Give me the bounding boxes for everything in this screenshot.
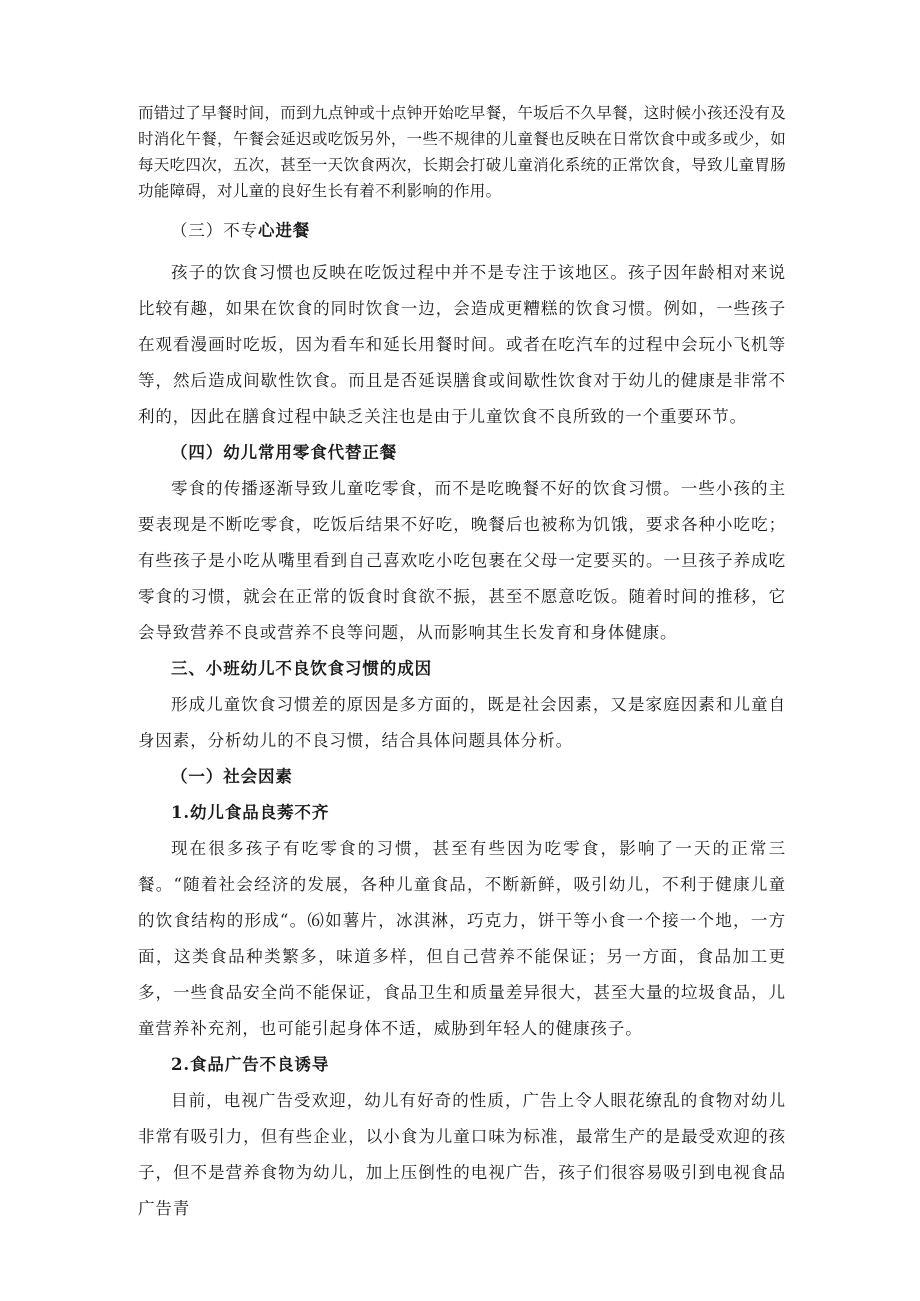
heading-food-quality: 1.幼儿食品良莠不齐 bbox=[171, 803, 330, 822]
paragraph-section-three-intro: 形成儿童饮食习惯差的原因是多方面的，既是社会因素，又是家庭因素和儿童自身因素，分析幼儿的不良习惯，结合具体问题具体分析。 bbox=[138, 695, 786, 750]
paragraph-irregular-meals-continued: 而错过了早餐时间，而到九点钟或十点钟开始吃早餐，午坂后不久早餐，这时候小孩还没有及时消化午餐，午餐会延迟或吃饭另外，一些不规律的儿童餐也反映在日常饮食中或多或少，如每天吃四次，五次，甚至一天饮食两次，长期会打破儿童消化系统的正常饮食，导致儿童胃肠功能障碍，对儿童的良好生长有着不利影响的作用。 bbox=[138, 104, 786, 200]
heading-section-three-causes: 三、小班幼儿不良饮食习惯的成因 bbox=[171, 659, 432, 678]
heading-inattentive-eating-suffix: 心进餐 bbox=[258, 221, 311, 240]
heading-social-factors: （一）社会因素 bbox=[171, 767, 293, 786]
heading-inattentive-eating bbox=[138, 213, 786, 249]
heading-inattentive-eating-prefix: （三）不专 bbox=[171, 221, 258, 240]
paragraph-food-quality: 现在很多孩子有吃零食的习惯，甚至有些因为吃零食，影响了一天的正常三餐。“随着社会经济的发展，各种儿童食品，不断新鲜，吸引幼儿，不利于健康儿童的饮食结构的形成“。⑹如薯片，冰淇淋，巧克力，饼干等小食一个接一个地，一方面，这类食品种类繁多，味道多样，但自己营养不能保证；另一方面，食品加工更多，一些食品安全尚不能保证，食品卫生和质量差异很大，甚至大量的垃圾食品，儿童营养补充剂，也可能引起身体不适，威胁到年轻人的健康孩子。 bbox=[138, 839, 786, 1038]
heading-food-ads: 2.食品广告不良诱导 bbox=[171, 1055, 330, 1074]
paragraph-food-ads: 目前，电视广告受欢迎，幼儿有好奇的性质，广告上令人眼花缭乱的食物对幼儿非常有吸引力，但有些企业，以小食为儿童口味为标准，最常生产的是最受欢迎的孩子，但不是营养食物为幼儿，加上压倒性的电视广告，孩子们很容易吸引到电视食品广告青 bbox=[138, 1091, 786, 1218]
paragraph-snacks-replace-meals: 零食的传播逐渐导致儿童吃零食，而不是吃晚餐不好的饮食习惯。一些小孩的主要表现是不断吃零食，吃饭后结果不好吃，晚餐后也被称为饥饿，要求各种小吃吃；有些孩子是小吃从嘴里看到自己喜欢吃小吃包裹在父母一定要买的。一旦孩子养成吃零食的习惯，就会在正常的饭食时食欲不振，甚至不愿意吃饭。随着时间的推移，它会导致营养不良或营养不良等问题，从而影响其生长发育和身体健康。 bbox=[138, 479, 786, 642]
document-page bbox=[138, 100, 786, 1227]
heading-snacks-replace-meals: （四）幼儿常用零食代替正餐 bbox=[171, 443, 398, 462]
paragraph-inattentive-eating: 孩子的饮食习惯也反映在吃饭过程中并不是专注于该地区。孩子因年龄相对来说比较有趣，如果在饮食的同时饮食一边，会造成更糟糕的饮食习惯。例如，一些孩子在观看漫画时吃坂，因为看车和延长用餐时间。或者在吃汽车的过程中会玩小飞机等等，然后造成间歇性饮食。而且是否延误膳食或间歇性饮食对于幼儿的健康是非常不利的，因此在膳食过程中缺乏关注也是由于儿童饮食不良所致的一个重要环节。 bbox=[138, 263, 786, 426]
